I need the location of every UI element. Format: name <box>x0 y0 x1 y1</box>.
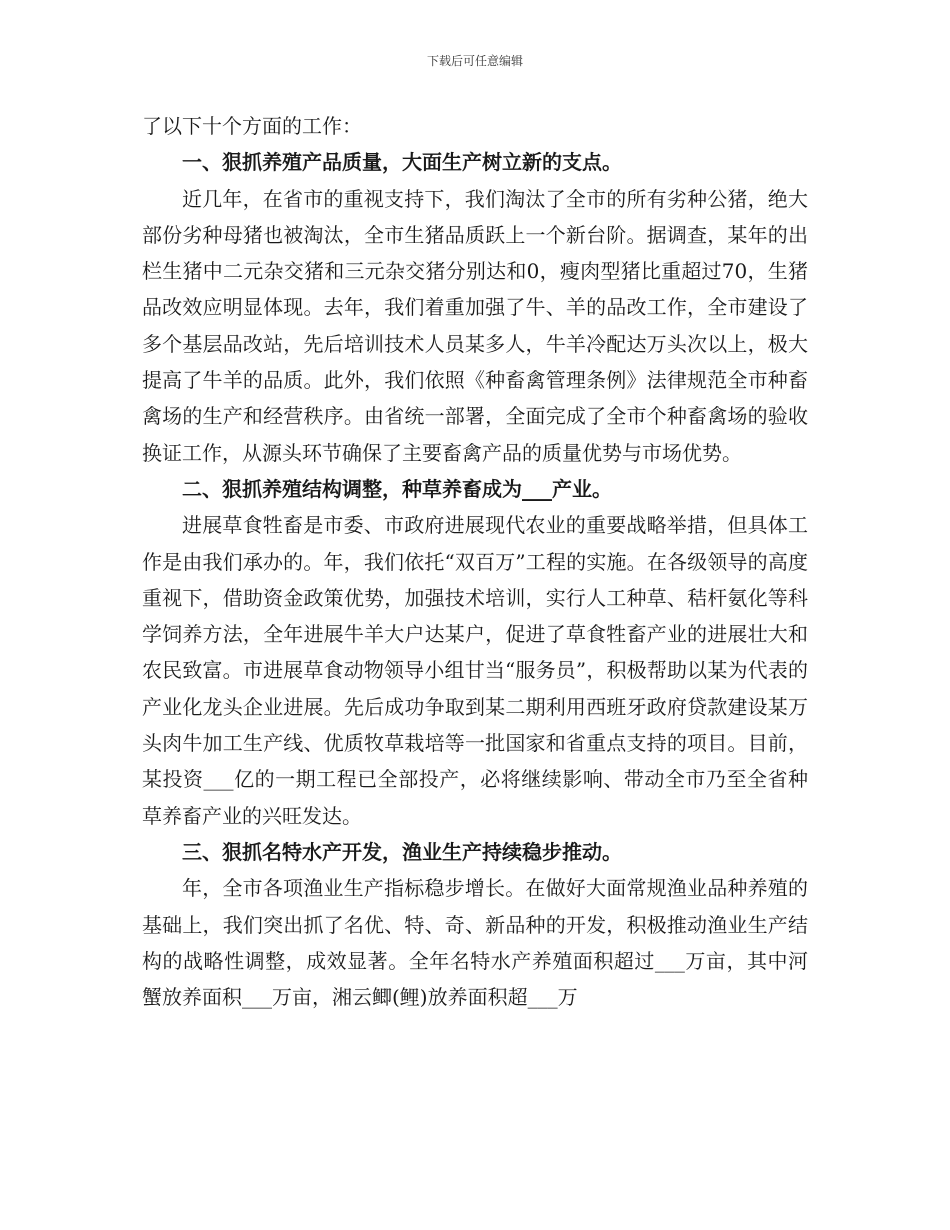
paragraph-body-1: 近几年，在省市的重视支持下，我们淘汰了全市的所有劣种公猪，绝大部份劣种母猪也被淘汰，全市生猪品质跃上一个新台阶。据调查，某年的出栏生猪中二元杂交猪和三元杂交猪分别达和0，瘦肉型猪比重超过70，生猪品改效应明显体现。去年，我们着重加强了牛、羊的品改工作，全市建设了多个基层品改站，先后培训技术人员某多人，牛羊冷配达万头次以上，极大提高了牛羊的品质。此外，我们依照《种畜禽管理条例》法律规范全市种畜禽场的生产和经营秩序。由省统一部署，全面完成了全市个种畜禽场的验收换证工作，从源头环节确保了主要畜禽产品的质量优势与市场优势。 <box>142 186 808 465</box>
section-heading-2: 二、狠抓养殖结构调整，种草养畜成为___产业。 <box>182 476 612 501</box>
section-heading-1: 一、狠抓养殖产品质量，大面生产树立新的支点。 <box>182 150 622 175</box>
page-header: 下载后可任意编辑 <box>426 54 523 68</box>
paragraph-intro: 了以下十个方面的工作： <box>142 114 362 138</box>
section-heading-3: 三、狠抓名特水产开发，渔业生产持续稳步推动。 <box>182 839 622 864</box>
document-body <box>142 108 808 1015</box>
paragraph-body-3: 年，全市各项渔业生产指标稳步增长。在做好大面常规渔业品种养殖的基础上，我们突出抓了名优、特、奇、新品种的开发，积极推动渔业生产结构的战略性调整，成效显著。全年名特水产养殖面积超过___万亩，其中河蟹放养面积___万亩，湘云鲫(鲤)放养面积超___万 <box>142 876 808 1010</box>
paragraph-body-2: 进展草食牲畜是市委、市政府进展现代农业的重要战略举措，但具体工作是由我们承办的。年，我们依托“双百万”工程的实施。在各级领导的高度重视下，借助资金政策优势，加强技术培训，实行人工种草、秸杆氨化等科学饲养方法，全年进展牛羊大户达某户，促进了草食牲畜产业的进展壮大和农民致富。市进展草食动物领导小组甘当“服务员”，积极帮助以某为代表的产业化龙头企业进展。先后成功争取到某二期利用西班牙政府贷款建设某万头肉牛加工生产线、优质牧草栽培等一批国家和省重点支持的项目。目前，某投资___亿的一期工程已全部投产，必将继续影响、带动全市乃至全省种草养畜产业的兴旺发达。 <box>142 513 808 828</box>
